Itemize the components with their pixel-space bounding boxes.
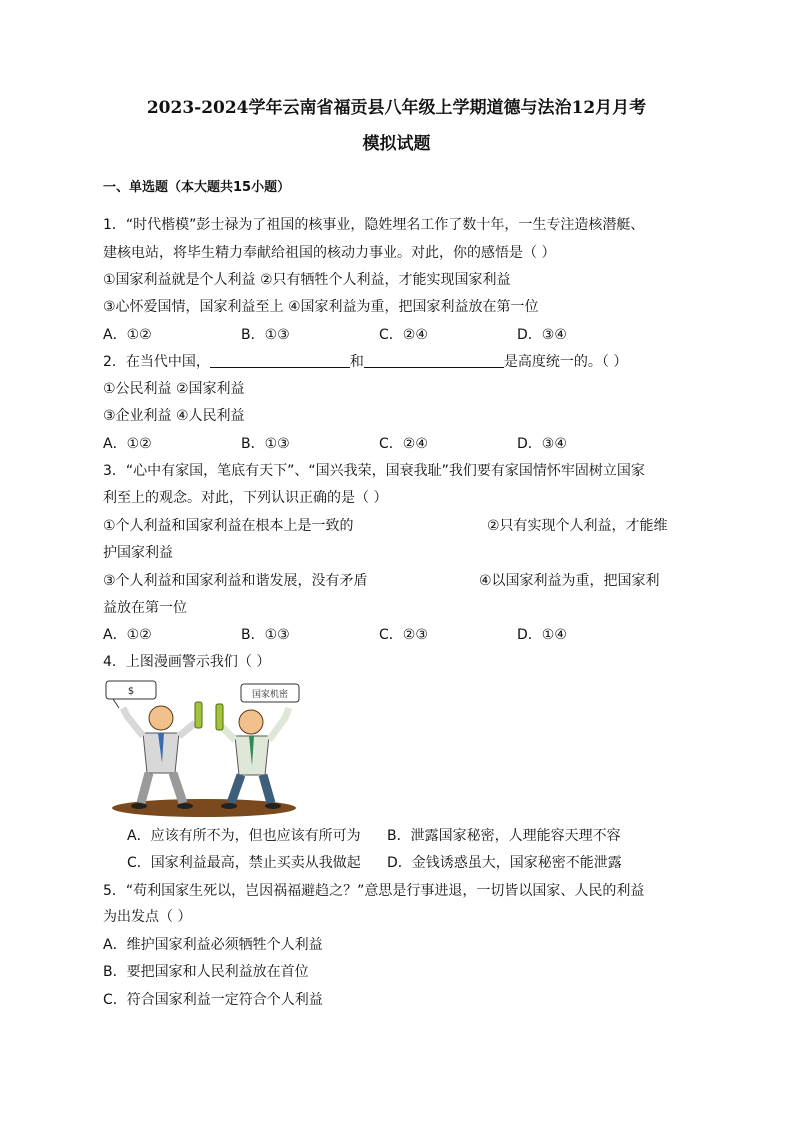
left-man-figure bbox=[123, 702, 202, 809]
q3-option-c: C．②③ bbox=[379, 627, 428, 643]
q1-option-b: B．①③ bbox=[241, 327, 290, 343]
q2-option-b: B．①③ bbox=[241, 436, 290, 452]
q3-option-d: D．①④ bbox=[517, 627, 567, 643]
q1-choice-line1: ①国家利益就是个人利益 ②只有牺牲个人利益，才能实现国家利益 bbox=[103, 272, 511, 288]
q3-choice-1: ①个人利益和国家利益在根本上是一致的 bbox=[103, 518, 354, 534]
q1-choice-line2: ③心怀爱国情，国家利益至上 ④国家利益为重，把国家利益放在第一位 bbox=[103, 299, 539, 315]
q2-choice-line1: ①公民利益 ②国家利益 bbox=[103, 381, 245, 397]
q2-stem-middle: 和 bbox=[349, 354, 364, 370]
q3-choice-2: ②只有实现个人利益，才能维 bbox=[487, 518, 668, 534]
q3-choice-2-cont: 护国家利益 bbox=[103, 545, 173, 561]
q1-option-d: D．③④ bbox=[517, 327, 567, 343]
q2-option-c: C．②④ bbox=[379, 436, 428, 452]
q1-stem-line1: 1．“时代楷模”彭士禄为了祖国的核事业，隐姓埋名工作了数十年，一生专注造核潜艇、 bbox=[103, 217, 645, 233]
comic-illustration bbox=[103, 678, 305, 818]
q5-option-b: B．要把国家和人民利益放在首位 bbox=[103, 964, 309, 980]
q4-stem: 4．上图漫画警示我们（ ） bbox=[103, 654, 271, 670]
q2-blank-1 bbox=[210, 353, 350, 368]
q3-option-b: B．①③ bbox=[241, 627, 290, 643]
state-secret-text: 国家机密 bbox=[251, 690, 289, 700]
q5-stem-line2: 为出发点（ ） bbox=[103, 909, 192, 925]
q2-choice-line2: ③企业利益 ④人民利益 bbox=[103, 408, 245, 424]
q2-option-d: D．③④ bbox=[517, 436, 567, 452]
q3-stem-line1: 3．“心中有家国，笔底有天下”、“国兴我荣，国衰我耻”我们要有家国情怀牢固树立国家 bbox=[103, 463, 645, 479]
q3-option-a: A．①② bbox=[103, 627, 152, 643]
q1-stem-line2: 建核电站，将毕生精力奉献给祖国的核动力事业。对此，你的感悟是（ ） bbox=[103, 245, 556, 261]
q4-option-d: D．金钱诱惑虽大，国家秘密不能泄露 bbox=[387, 855, 622, 871]
q2-stem bbox=[103, 352, 627, 372]
dollar-sign-board bbox=[106, 681, 156, 708]
q3-choice-4: ④以国家利益为重，把国家利 bbox=[479, 573, 660, 589]
q4-option-c: C．国家利益最高，禁止买卖从我做起 bbox=[127, 855, 361, 871]
q5-option-a: A．维护国家利益必须牺牲个人利益 bbox=[103, 937, 323, 953]
q1-option-c: C．②④ bbox=[379, 327, 428, 343]
q2-stem-prefix: 2．在当代中国， bbox=[103, 354, 210, 370]
q3-stem-line2: 利至上的观念。对此，下列认识正确的是（ ） bbox=[103, 490, 388, 506]
q2-option-a: A．①② bbox=[103, 436, 152, 452]
section-heading: 一、单选题（本大题共15小题） bbox=[103, 180, 291, 195]
q5-option-c: C．符合国家利益一定符合个人利益 bbox=[103, 992, 323, 1008]
q2-blank-2 bbox=[364, 353, 504, 368]
exam-subtitle: 模拟试题 bbox=[362, 134, 431, 154]
dollar-sign-text: $ bbox=[127, 686, 135, 697]
q3-choice-4-cont: 益放在第一位 bbox=[103, 600, 187, 616]
q4-option-a: A．应该有所不为，但也应该有所可为 bbox=[127, 828, 361, 844]
q2-stem-suffix: 是高度统一的。（ ） bbox=[503, 354, 628, 370]
exam-title: 2023-2024学年云南省福贡县八年级上学期道德与法治12月月考 bbox=[146, 98, 647, 118]
q4-option-b: B．泄露国家秘密，人理能容天理不容 bbox=[387, 828, 621, 844]
q3-choice-3: ③个人利益和国家利益和谐发展，没有矛盾 bbox=[103, 573, 368, 589]
state-secret-sign-board bbox=[241, 684, 299, 702]
right-man-figure bbox=[216, 704, 289, 809]
q5-stem-line1: 5．“苟利国家生死以，岂因祸福避趋之？”意思是行事进退，一切皆以国家、人民的利益 bbox=[103, 883, 645, 899]
q1-option-a: A．①② bbox=[103, 327, 152, 343]
